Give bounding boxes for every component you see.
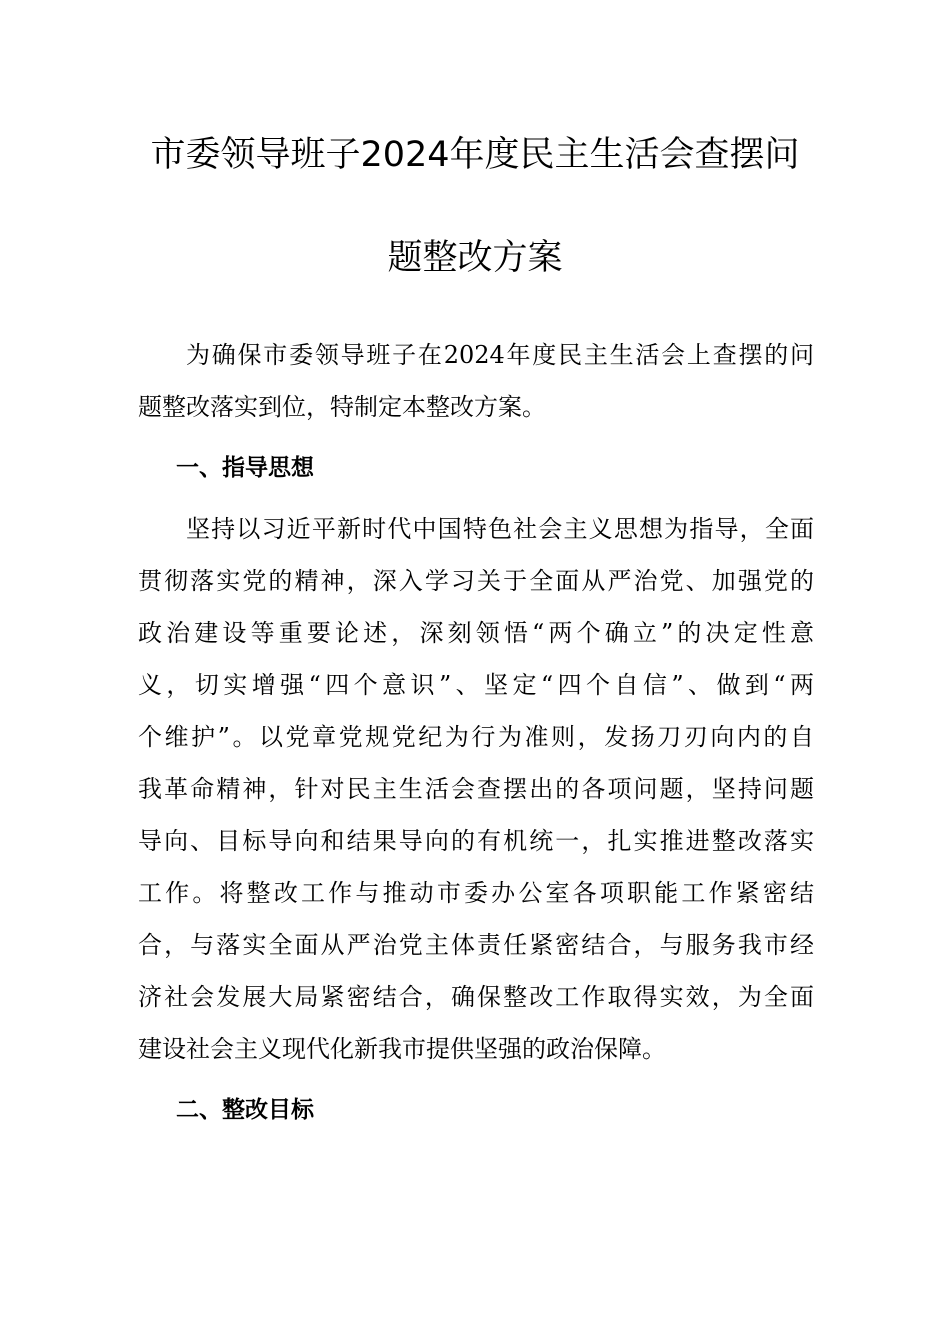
intro-line-2: 题整改落实到位，特制定本整改方案。 — [138, 393, 546, 421]
section-1-line-5: 个维护”。以党章党规党纪为行为准则，发扬刀刃向内的自 — [138, 723, 814, 751]
section-1-line-7: 导向、目标导向和结果导向的有机统一，扎实推进整改落实 — [138, 827, 814, 855]
section-1-line-11: 建设社会主义现代化新我市提供坚强的政治保障。 — [138, 1035, 666, 1063]
section-1-line-1: 坚持以习近平新时代中国特色社会主义思想为指导，全面 — [186, 515, 814, 543]
section-heading-guiding-ideology: 一、指导思想 — [176, 455, 314, 481]
section-heading-rectification-goals: 二、整改目标 — [176, 1097, 314, 1123]
intro-line-1: 为确保市委领导班子在2024年度民主生活会上查摆的问 — [186, 341, 814, 369]
section-1-line-4: 义，切实增强“四个意识”、坚定“四个自信”、做到“两 — [138, 671, 814, 699]
document-title-line-2: 题整改方案 — [387, 238, 563, 278]
section-1-line-10: 济社会发展大局紧密结合，确保整改工作取得实效，为全面 — [138, 983, 814, 1011]
section-1-line-9: 合，与落实全面从严治党主体责任紧密结合，与服务我市经 — [138, 931, 814, 959]
section-1-line-6: 我革命精神，针对民主生活会查摆出的各项问题，坚持问题 — [138, 775, 814, 803]
section-1-line-3: 政治建设等重要论述，深刻领悟“两个确立”的决定性意 — [138, 619, 814, 647]
section-1-line-2: 贯彻落实党的精神，深入学习关于全面从严治党、加强党的 — [138, 567, 814, 595]
document-title-line-1: 市委领导班子2024年度民主生活会查摆问 — [150, 135, 800, 175]
section-1-line-8: 工作。将整改工作与推动市委办公室各项职能工作紧密结 — [138, 879, 814, 907]
